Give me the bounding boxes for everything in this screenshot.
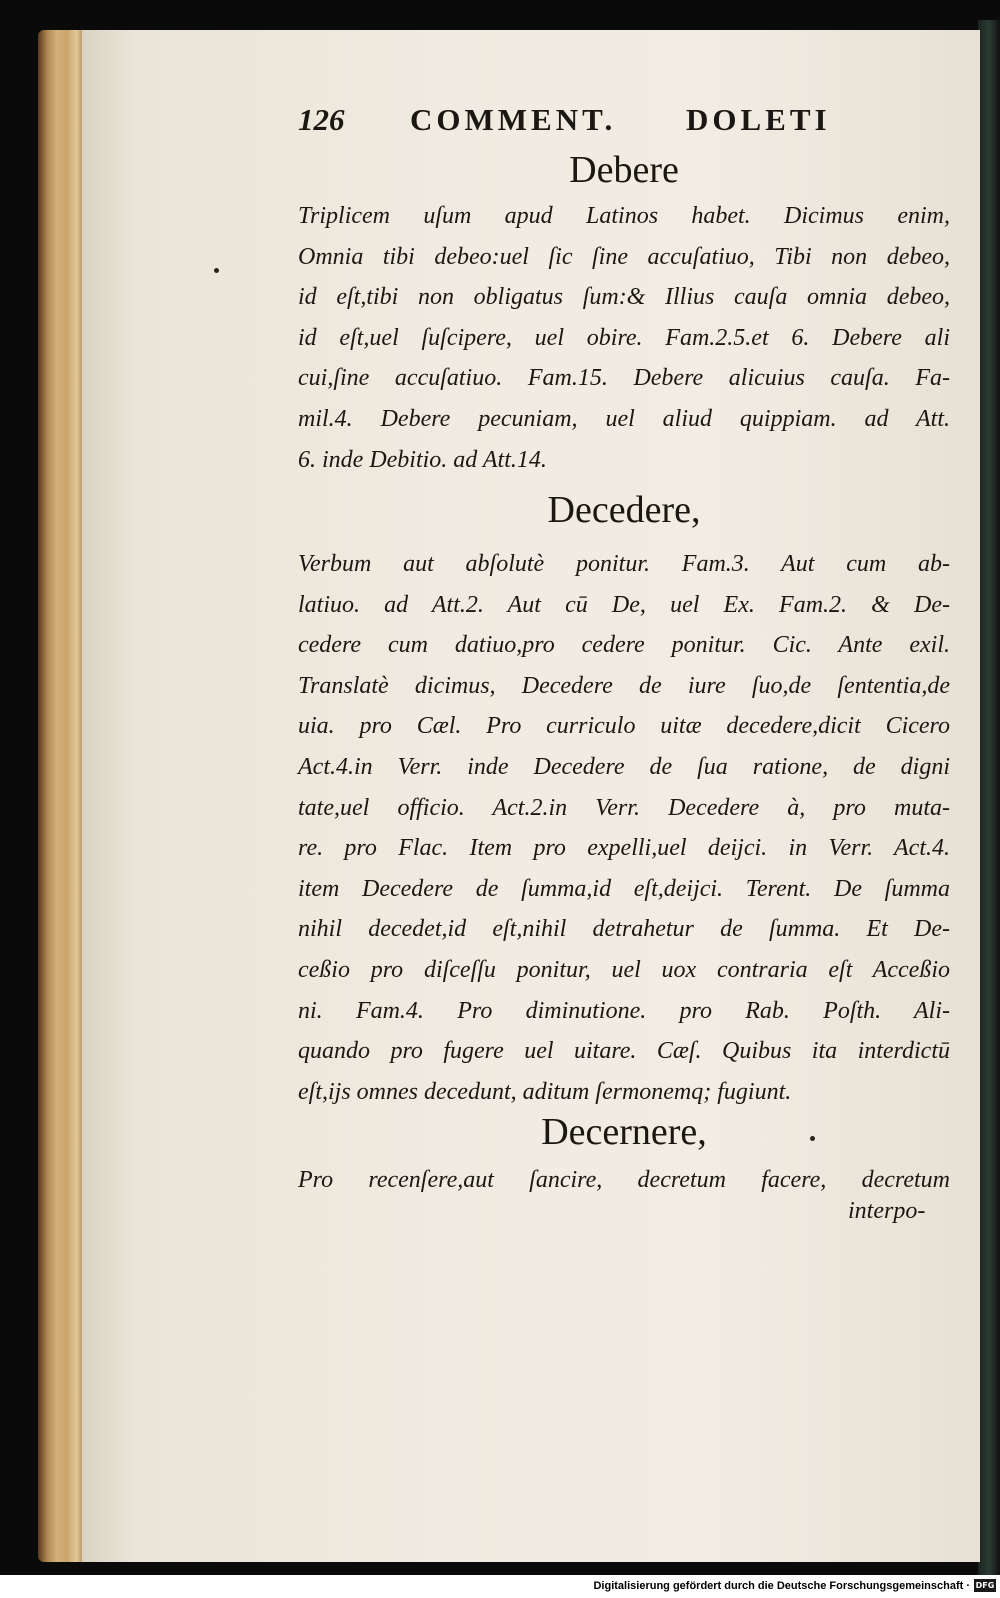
book-fore-edge [38, 30, 86, 1562]
text-line: nihil decedet,id eſt,nihil detrahetur de ſumma. Et De- [298, 916, 950, 943]
text-line: Omnia tibi debeo:uel ſic ſine accuſatiuo, Tibi non debeo, [298, 243, 950, 270]
text-line: id eſt,tibi non obligatus ſum:& Illius cauſa omnia debeo, [298, 284, 950, 311]
book-binding-edge [978, 20, 1000, 1575]
text-line: Verbum aut abſolutè ponitur. Fam.3. Aut cum ab- [298, 551, 950, 577]
digitization-footer [0, 1575, 1000, 1598]
text-line: uia. pro Cæl. Pro curriculo uitæ decedere,dicit Cicero [298, 713, 950, 740]
text-line: re. pro Flac. Item pro expelli,uel deijci. in Verr. Act.4. [298, 835, 950, 862]
text-line: cedere cum datiuo,pro cedere ponitur. Cic. Ante exil. [298, 632, 950, 659]
text-line: cui,ſine accuſatiuo. Fam.15. Debere alicuius cauſa. Fa- [298, 365, 950, 392]
text-line: tate,uel officio. Act.2.in Verr. Decedere à, pro muta- [298, 794, 950, 821]
running-head [298, 100, 950, 146]
text-line: ceßio pro diſceſſu ponitur, uel uox contraria eſt Acceßio [298, 956, 950, 983]
text-line: Translatè dicimus, Decedere de iure ſuo,de ſententia,de [298, 672, 950, 699]
running-title-right: DOLETI [686, 102, 831, 137]
ink-dot [214, 268, 219, 273]
text-line: quando pro fugere uel uitare. Cæſ. Quibus ita interdictū [298, 1038, 950, 1065]
entry-headword: Debere [569, 149, 679, 191]
funding-credit: Digitalisierung gefördert durch die Deutsche Forschungsgemeinschaft · [593, 1580, 970, 1592]
text-line: 6. inde Debitio. ad Att.14. [298, 446, 547, 473]
entry-headword: Decedere, [547, 489, 701, 531]
text-line: Triplicem uſum apud Latinos habet. Dicimus enim, [298, 203, 950, 229]
entry-body [298, 1160, 950, 1201]
entry-headword: Decernere, [541, 1111, 707, 1153]
dfg-logo: DFG [975, 1581, 995, 1590]
text-line: Act.4.in Verr. inde Decedere de ſua ratione, de digni [298, 753, 950, 780]
entry-body [298, 196, 950, 480]
text-line: id eſt,uel ſuſcipere, uel obire. Fam.2.5.et 6. Debere ali [298, 324, 950, 351]
text-line: ni. Fam.4. Pro diminutione. pro Rab. Poſth. Ali- [298, 997, 950, 1024]
text-line: mil.4. Debere pecuniam, uel aliud quippiam. ad Att. [298, 405, 950, 432]
running-title-left: COMMENT. [410, 102, 617, 137]
catchword: interpo- [848, 1198, 926, 1224]
text-line: Pro recenſere,aut ſancire, decretum facere, decretum [298, 1167, 950, 1193]
text-line: eſt,ijs omnes decedunt, aditum ſermonemq; fugiunt. [298, 1078, 792, 1105]
text-line: latiuo. ad Att.2. Aut cū De, uel Ex. Fam.2. & De- [298, 591, 950, 618]
folio-number: 126 [298, 102, 345, 137]
entry-body [298, 544, 950, 1112]
text-line: item Decedere de ſumma,id eſt,deijci. Terent. De ſumma [298, 875, 950, 902]
